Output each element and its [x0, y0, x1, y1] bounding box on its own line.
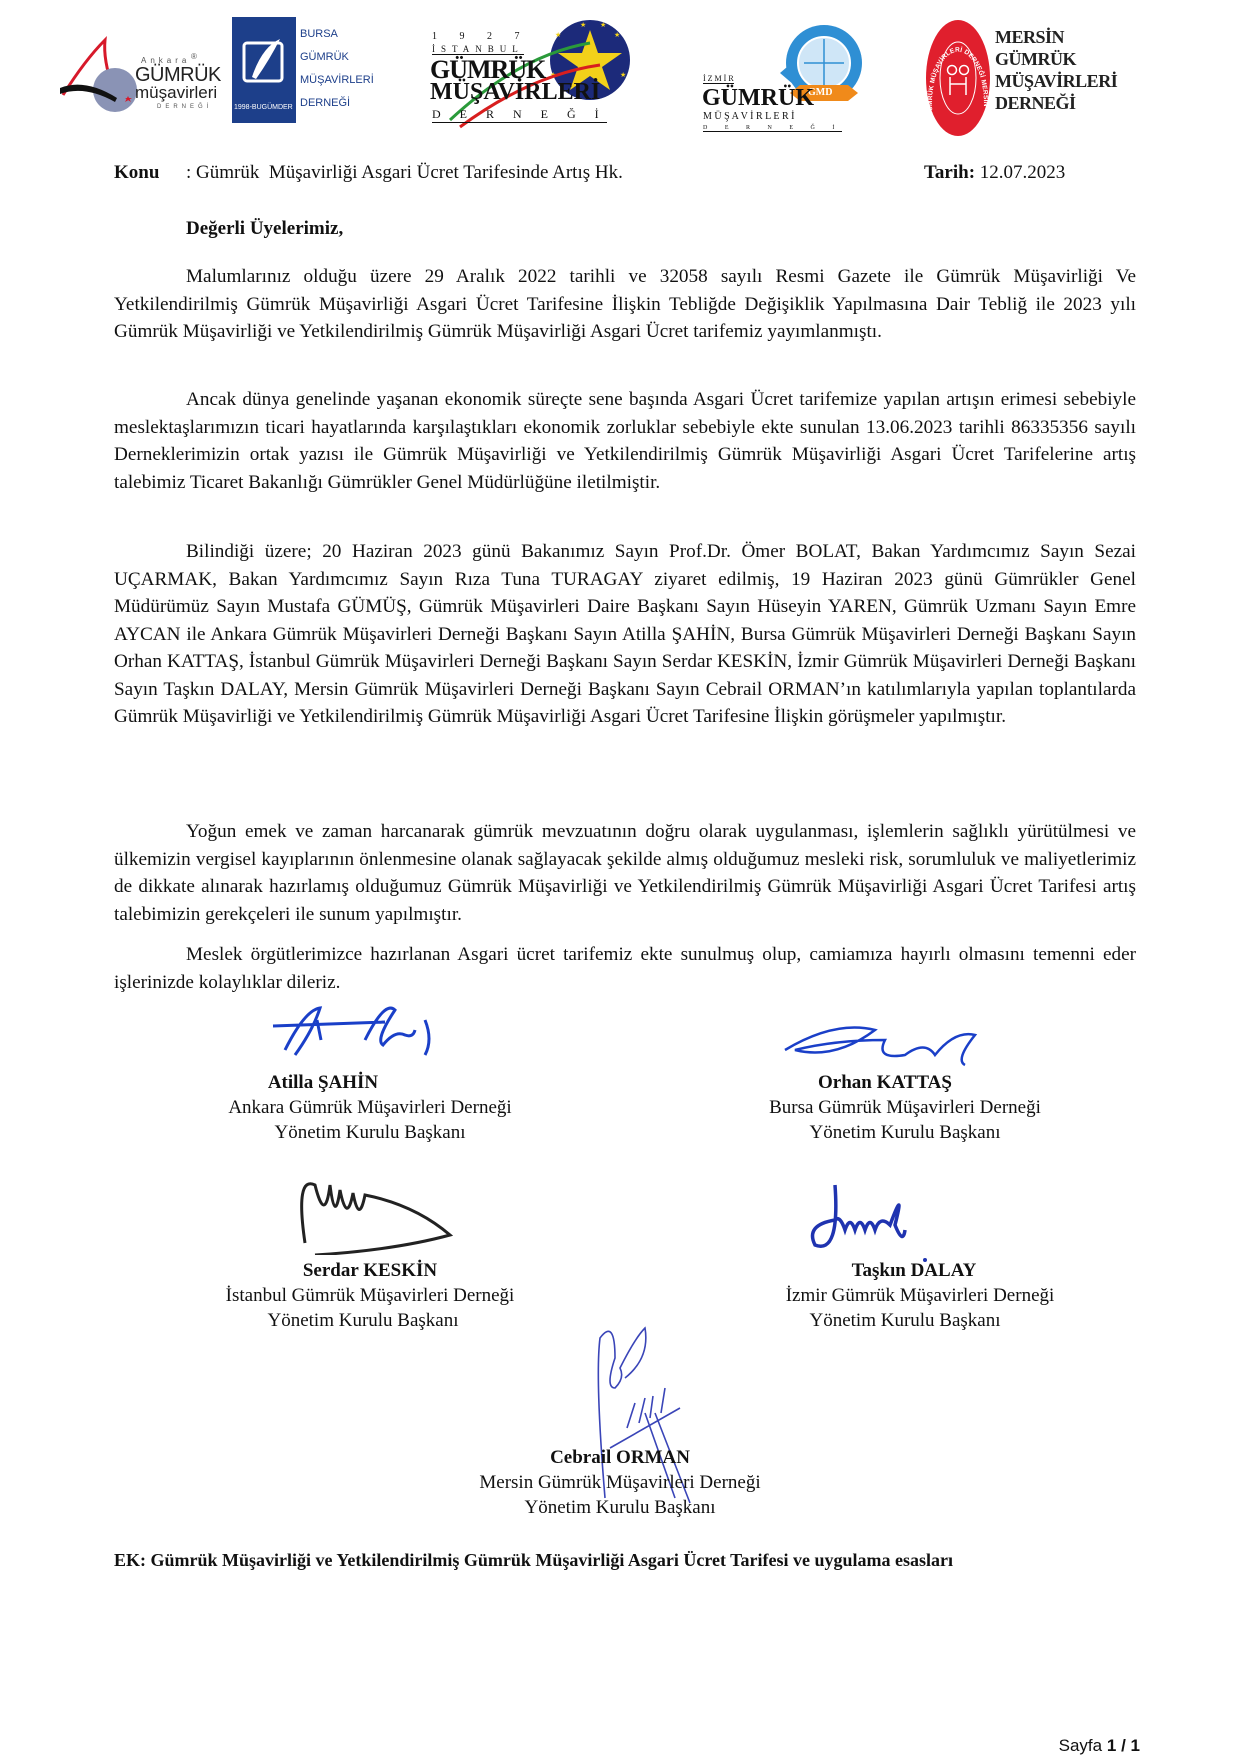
istanbul-logo-year: 1 9 2 7	[432, 31, 530, 42]
paragraph: Meslek örgütlerimizce hazırlanan Asgari ücret tarifemiz ekte sunulmuş olup, camiamıza hayırlı olmasını temenni eder işlerinizde kolaylıklar dileriz.	[114, 944, 1136, 993]
svg-text:★: ★	[555, 31, 562, 39]
ankara-logo	[55, 30, 221, 120]
paragraph: Bilindiği üzere; 20 Haziran 2023 günü Bakanımız Sayın Prof.Dr. Ömer BOLAT, Bakan Yardımcımız Sayın Sezai UÇARMAK, Bakan Yardımcımız Sayın Rıza Tuna TURAGAY ziyaret edilmiş, 19 Haziran 2023 günü Gümrükler Genel Müdürümüz Sayın Mustafa GÜMÜŞ, Gümrük Müşavirleri Daire Başkanı Sayın Hüseyin YAREN, Gümrük Uzmanı Sayın Emre AYCAN ile Ankara Gümrük Müşavirleri Derneği Başkanı Sayın Atilla ŞAHİN, Bursa Gümrük Müşavirleri Derneği Başkanı Sayın Orhan KATTAŞ, İstanbul Gümrük Müşavirleri Derneği Başkanı Sayın Serdar KESKİN, İzmir Gümrük Müşavirleri Derneği Başkanı Sayın Taşkın DALAY, Mersin Gümrük Müşavirleri Derneği Başkanı Sayın Cebrail ORMAN’ın katılımlarıyla yapılan toplantılarda Gümrük Müşavirliği ve Yetkilendirilmiş Gümrük Müşavirliği Asgari Ücret Tarifesine İlişkin görüşmeler yapılmıştır.	[114, 541, 1136, 727]
subject-label: Konu	[114, 162, 160, 183]
page-number	[1059, 1736, 1140, 1756]
signatory-name: Orhan KATTAŞ	[818, 1072, 952, 1093]
signatory-title: Yönetim Kurulu Başkanı	[267, 1310, 459, 1331]
izmir-logo-badge: GMD	[808, 87, 833, 98]
istanbul-logo-line: GÜMRÜK	[430, 55, 546, 84]
ankara-logo-main: GÜMRÜK	[135, 64, 221, 86]
izmir-logo-city: İ Z M İ R	[703, 74, 734, 83]
izmir-logo-bottom: D E R N E Ğ İ	[703, 125, 843, 131]
page-current: 1	[1106, 1736, 1117, 1755]
bursa-logo-line: GÜMRÜK	[300, 51, 349, 63]
signatory-title: Yönetim Kurulu Başkanı	[524, 1497, 716, 1518]
svg-text:★: ★	[620, 71, 627, 79]
bursa-leaf-icon	[232, 17, 296, 97]
bursa-logo	[232, 17, 372, 123]
page-total: 1	[1130, 1736, 1140, 1755]
mersin-logo	[925, 18, 1118, 138]
signatory-title: Yönetim Kurulu Başkanı	[809, 1122, 1001, 1143]
subject-text: : Gümrük Müşavirliği Asgari Ücret Tarifesinde Artış Hk.	[186, 162, 623, 183]
mersin-seal-icon	[925, 18, 991, 138]
mersin-logo-line: DERNEĞİ	[995, 93, 1076, 113]
signatory-title: Yönetim Kurulu Başkanı	[274, 1122, 466, 1143]
svg-text:★: ★	[550, 71, 557, 79]
izmir-logo-sub: M Ü Ş A V İ R L E R İ	[703, 111, 795, 122]
izmir-logo-main: GÜMRÜK	[702, 85, 814, 111]
svg-text:★: ★	[600, 21, 607, 29]
signature-atilla-sahin	[265, 1000, 465, 1070]
ankara-logo-top: Ankara	[141, 56, 191, 65]
date-field	[924, 162, 1065, 184]
mersin-logo-line: MÜŞAVİRLERİ	[995, 71, 1118, 91]
signatory-block	[170, 1070, 570, 1145]
svg-text:★: ★	[580, 21, 587, 29]
bursa-logo-line: BURSA	[300, 28, 338, 40]
bursa-logo-box-text: 1998-BUGÜMDER	[234, 104, 293, 111]
date-label: Tarih:	[924, 162, 976, 183]
bursa-logo-line: DERNEĞİ	[300, 97, 351, 109]
svg-text:★: ★	[614, 31, 621, 39]
istanbul-logo	[430, 15, 630, 133]
istanbul-logo-line: MÜŞAVİRLERİ	[430, 79, 601, 105]
ankara-logo-registered: ®	[191, 52, 197, 61]
signatory-name: Serdar KESKİN	[302, 1260, 438, 1281]
mersin-logo-line: GÜMRÜK	[995, 49, 1076, 69]
signatory-org: Mersin Gümrük Müşavirleri Derneği	[479, 1472, 761, 1493]
date-value: 12.07.2023	[979, 162, 1066, 183]
signatory-block	[170, 1258, 570, 1333]
signatory-name: Atilla ŞAHİN	[267, 1072, 379, 1093]
ankara-logo-sub: müşavirleri	[135, 83, 218, 102]
istanbul-logo-bottom: D E R N E Ğ İ	[432, 107, 607, 121]
signatory-block	[720, 1258, 1120, 1333]
istanbul-logo-city: İSTANBUL	[432, 44, 524, 54]
ankara-logo-bottom: DERNEĞİ	[157, 104, 213, 110]
bursa-logo-line: MÜŞAVİRLERİ	[300, 74, 374, 86]
salutation: Değerli Üyelerimiz,	[186, 218, 344, 239]
signatory-org: İzmir Gümrük Müşavirleri Derneği	[785, 1285, 1055, 1306]
signatory-title: Yönetim Kurulu Başkanı	[809, 1310, 1001, 1331]
paragraph: Yoğun emek ve zaman harcanarak gümrük mevzuatının doğru olarak uygulanması, işlemlerin sağlıklı yürütülmesi ve ülkemizin vergisel kayıplarının önlenmesine olanak sağlayacak şekilde almış olduğumuz mesleki risk, sorumluluk ve maliyetlerimiz de dikkate alınarak hazırlamış olduğumuz Gümrük Müşavirliği ve Yetkilendirilmiş Gümrük Müşavirliği Asgari Ücret Tarifesi artış talebimizin gerekçeleri ile sunum yapılmıştır.	[114, 821, 1136, 925]
izmir-logo	[702, 15, 872, 140]
mersin-logo-line: MERSİN	[995, 27, 1065, 47]
page-prefix: Sayfa	[1058, 1736, 1103, 1755]
signatory-name: Taşkın DALAY	[851, 1260, 977, 1281]
signatory-org: İstanbul Gümrük Müşavirleri Derneği	[225, 1285, 515, 1306]
paragraph: Ancak dünya genelinde yaşanan ekonomik süreçte sene başında Asgari Ücret tarifemize yapılan artışın erimesi sebebiyle meslektaşlarımızın ticari hayatlarında karşılaştıkları ekonomik zorluklar sebebiyle ekte sunulan 13.06.2023 tarihli 86335356 sayılı Derneklerimizin ortak yazısı ile Gümrük Müşavirliği ve Yetkilendirilmiş Gümrük Müşavirliği Asgari Ücret Tarifelerine artış talebimiz Ticaret Bakanlığı Gümrükler Genel Müdürlüğüne iletilmiştir.	[114, 389, 1136, 493]
signatory-name: Cebrail ORMAN	[550, 1447, 690, 1468]
signatory-block	[705, 1070, 1105, 1145]
signatory-org: Ankara Gümrük Müşavirleri Derneği	[228, 1097, 512, 1118]
signatory-block	[420, 1445, 820, 1520]
paragraph: Malumlarınız olduğu üzere 29 Aralık 2022 tarihli ve 32058 sayılı Resmi Gazete ile Gümrük Müşavirliği Ve Yetkilendirilmiş Gümrük Müşavirliği Asgari Ücret Tarifesine İlişkin Tebliğde Değişiklik Yapılmasına Dair Tebliğ ile 2023 yılı Gümrük Müşavirliği ve Yetkilendirilmiş Gümrük Müşavirliği Asgari Ücret tarifemiz yayımlanmıştı.	[114, 266, 1136, 342]
signatory-org: Bursa Gümrük Müşavirleri Derneği	[769, 1097, 1041, 1118]
page-separator: /	[1121, 1736, 1126, 1755]
attachment-note: EK: Gümrük Müşavirliği ve Yetkilendirilmiş Gümrük Müşavirliği Asgari Ücret Tarifesi ve uygulama esasları	[114, 1550, 953, 1570]
bursa-logo-box	[232, 17, 296, 123]
signature-serdar-keskin	[295, 1165, 455, 1255]
mersin-seal-text: GÜMRÜK MÜŞAVİRLERİ DERNEĞİ MERSİN	[926, 46, 990, 117]
